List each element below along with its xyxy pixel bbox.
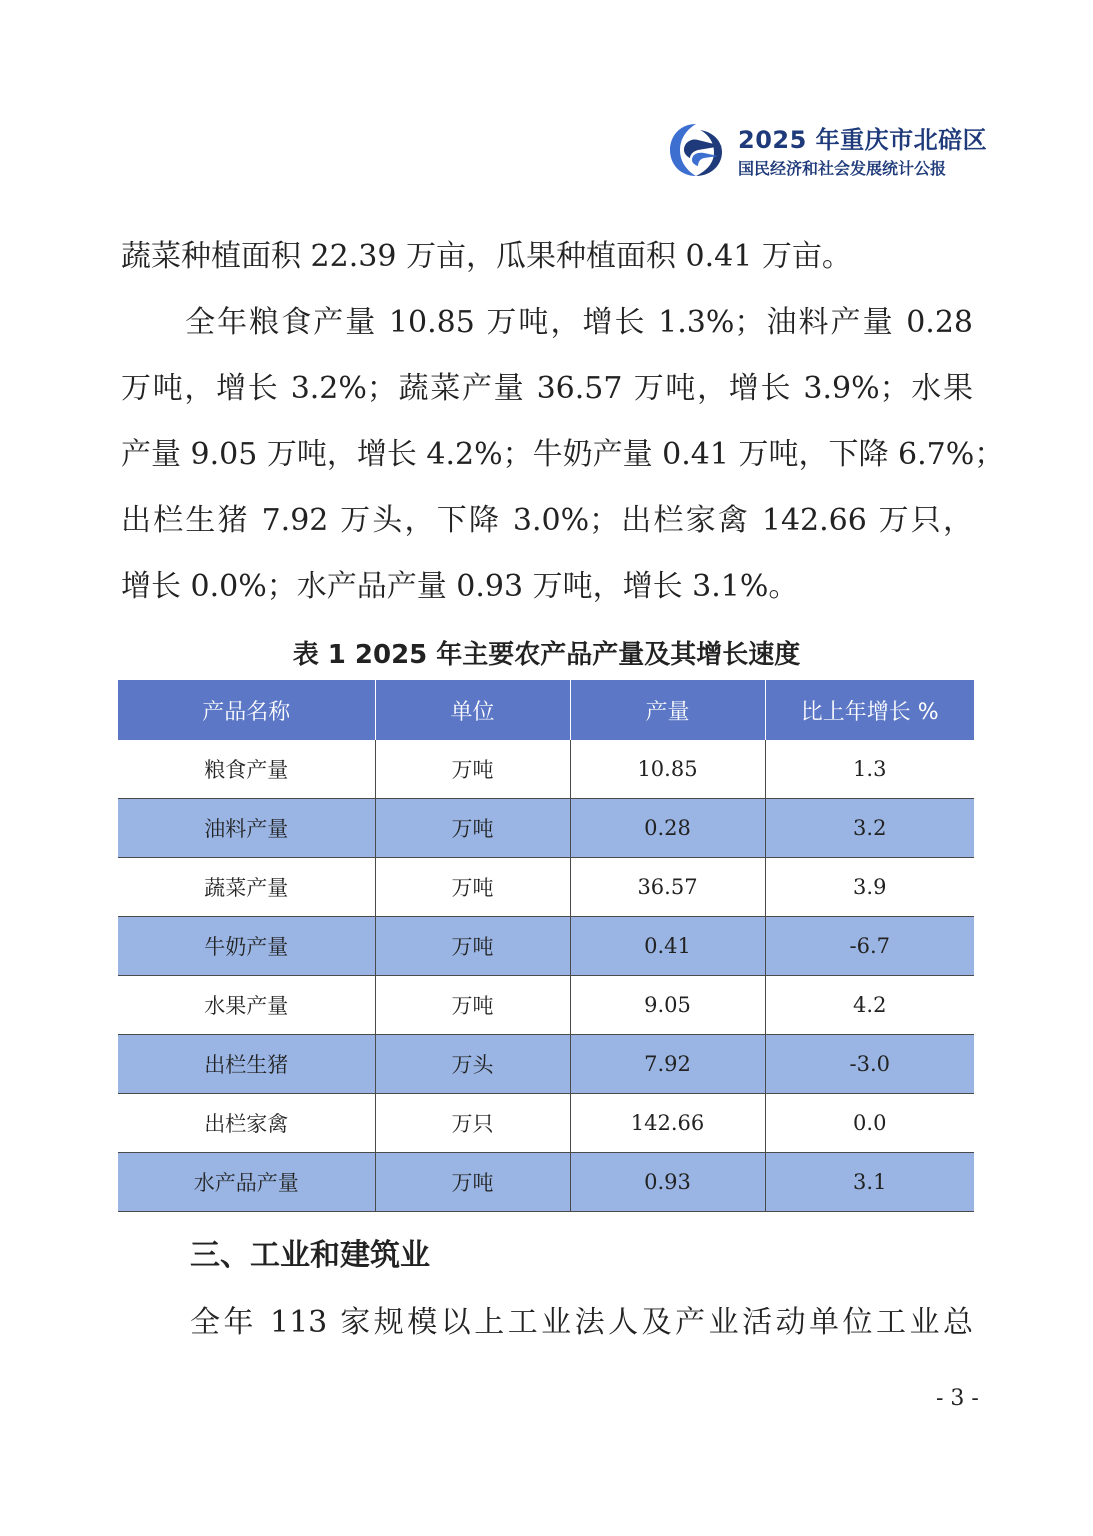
table-cell: 万吨 xyxy=(375,976,570,1035)
table-row xyxy=(118,858,974,917)
table-cell: 水产品产量 xyxy=(118,1153,375,1212)
table-cell: 水果产量 xyxy=(118,976,375,1035)
paragraph-line: 万吨，增长 3.2%；蔬菜产量 36.57 万吨，增长 3.9%；水果 xyxy=(121,371,973,406)
table-cell: -3.0 xyxy=(765,1035,974,1094)
table-row xyxy=(118,976,974,1035)
table-cell: 万头 xyxy=(375,1035,570,1094)
column-header: 产量 xyxy=(570,680,765,740)
paragraph-line: 出栏生猪 7.92 万头，下降 3.0%；出栏家禽 142.66 万只， xyxy=(121,503,973,538)
paragraph-line: 全年粮食产量 10.85 万吨，增长 1.3%；油料产量 0.28 xyxy=(121,305,973,340)
table-row xyxy=(118,740,974,799)
table-cell: 万只 xyxy=(375,1094,570,1153)
table-cell: 0.41 xyxy=(570,917,765,976)
agri-output-table xyxy=(118,680,974,1212)
table-cell: 7.92 xyxy=(570,1035,765,1094)
table-header-row xyxy=(118,680,974,740)
table-cell: 142.66 xyxy=(570,1094,765,1153)
table-cell: 3.2 xyxy=(765,799,974,858)
table-row xyxy=(118,1035,974,1094)
table-cell: 出栏家禽 xyxy=(118,1094,375,1153)
table-row xyxy=(118,1153,974,1212)
paragraph-line: 增长 0.0%；水产品产量 0.93 万吨，增长 3.1%。 xyxy=(121,569,799,604)
table-cell: 蔬菜产量 xyxy=(118,858,375,917)
table-cell: 0.93 xyxy=(570,1153,765,1212)
table-cell: 万吨 xyxy=(375,917,570,976)
table-cell: 0.28 xyxy=(570,799,765,858)
table-cell: 油料产量 xyxy=(118,799,375,858)
column-header: 单位 xyxy=(375,680,570,740)
table-row xyxy=(118,1094,974,1153)
paragraph-vegetable-area xyxy=(121,224,973,290)
column-header: 产品名称 xyxy=(118,680,375,740)
table-cell: 粮食产量 xyxy=(118,740,375,799)
table-row xyxy=(118,799,974,858)
table-cell: -6.7 xyxy=(765,917,974,976)
paragraph-industry: 全年 113 家规模以上工业法人及产业活动单位工业总 xyxy=(190,1305,973,1340)
table-cell: 36.57 xyxy=(570,858,765,917)
paragraph-line: 产量 9.05 万吨，增长 4.2%；牛奶产量 0.41 万吨，下降 6.7%； xyxy=(121,437,1005,472)
table-cell: 万吨 xyxy=(375,1153,570,1212)
table-cell: 1.3 xyxy=(765,740,974,799)
section-heading: 三、工业和建筑业 xyxy=(190,1238,430,1273)
table-cell: 10.85 xyxy=(570,740,765,799)
table-cell: 4.2 xyxy=(765,976,974,1035)
table-cell: 3.9 xyxy=(765,858,974,917)
header-title: 2025 年重庆市北碚区 xyxy=(738,126,988,154)
table-cell: 万吨 xyxy=(375,858,570,917)
table-cell: 万吨 xyxy=(375,740,570,799)
page-number: - 3 - xyxy=(936,1386,979,1411)
table-cell: 3.1 xyxy=(765,1153,974,1212)
column-header: 比上年增长 % xyxy=(765,680,974,740)
header-subtitle: 国民经济和社会发展统计公报 xyxy=(738,159,947,178)
table-cell: 9.05 xyxy=(570,976,765,1035)
paragraph-line: 蔬菜种植面积 22.39 万亩，瓜果种植面积 0.41 万亩。 xyxy=(121,239,852,274)
table-cell: 0.0 xyxy=(765,1094,974,1153)
table-cell: 万吨 xyxy=(375,799,570,858)
table-caption: 表 1 2025 年主要农产品产量及其增长速度 xyxy=(292,640,801,670)
paragraph-agri-output xyxy=(121,290,1005,620)
table-cell: 出栏生猪 xyxy=(118,1035,375,1094)
stats-logo-icon xyxy=(666,120,726,180)
table-row xyxy=(118,917,974,976)
table-cell: 牛奶产量 xyxy=(118,917,375,976)
